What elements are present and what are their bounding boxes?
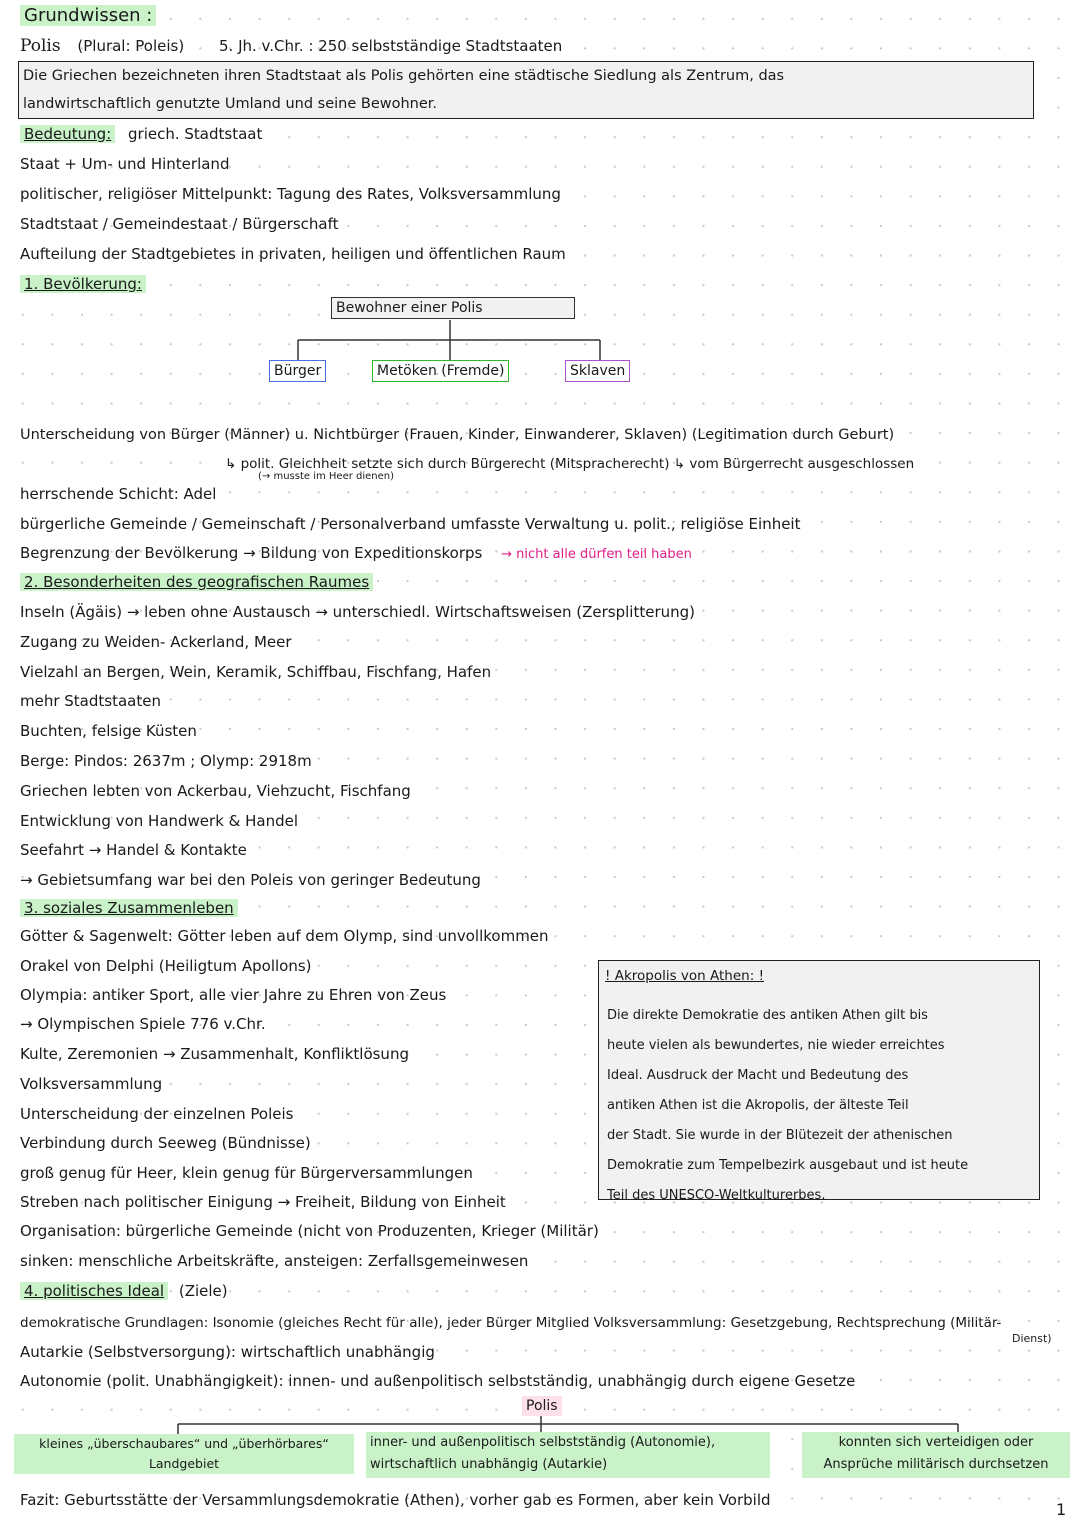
unterscheidung-note: (→ musste im Heer dienen) [258, 471, 395, 482]
bullet-line: politischer, religiöser Mittelpunkt: Tagung des Rates, Volksversammlung [20, 185, 561, 203]
diagram-node-buerger: Bürger [269, 360, 326, 382]
bullet-line: Autonomie (polit. Unabhängigkeit): innen- und außenpolitisch selbstständig, unabhängig durch eigene Gesetze [20, 1372, 856, 1390]
diagram-node-metoeken: Metöken (Fremde) [372, 360, 509, 382]
bullet-line: groß genug für Heer, klein genug für Bürgerversammlungen [20, 1164, 473, 1182]
bottom-tree-node-2: inner- und außenpolitisch selbstständig (Autonomie), wirtschaftlich unabhängig (Autarkie) [366, 1432, 770, 1478]
bedeutung-line: Bedeutung: griech. Stadtstaat [20, 124, 262, 144]
diagram-root: Bewohner einer Polis [331, 297, 575, 319]
page-number: 1 [1056, 1500, 1067, 1519]
bullet-line: sinken: menschliche Arbeitskräfte, ansteigen: Zerfallsgemeinwesen [20, 1252, 529, 1270]
bullet-line: Unterscheidung der einzelnen Poleis [20, 1105, 294, 1123]
section-heading-1: 1. Bevölkerung: [20, 274, 146, 294]
bullet-line: Volksversammlung [20, 1075, 163, 1093]
section-heading-2: 2. Besonderheiten des geografischen Raumes [20, 572, 373, 592]
bullet-line: Streben nach politischer Einigung → Freiheit, Bildung von Einheit [20, 1193, 506, 1211]
dienst-note: Dienst) [1012, 1332, 1052, 1345]
bullet-line: Zugang zu Weiden- Ackerland, Meer [20, 633, 292, 651]
definition-line: Die Griechen bezeichneten ihren Stadtstaat als Polis gehörten eine städtische Siedlung als Zentrum, das [23, 68, 785, 84]
bullet-line: bürgerliche Gemeinde / Gemeinschaft / Personalverband umfasste Verwaltung u. polit., religiöse Einheit [20, 515, 801, 533]
diagram-node-sklaven: Sklaven [565, 360, 630, 382]
bullet-line: Vielzahl an Bergen, Wein, Keramik, Schiffbau, Fischfang, Hafen [20, 663, 492, 681]
bullet-line: mehr Stadtstaaten [20, 692, 161, 710]
unterscheidung-line: Unterscheidung von Bürger (Männer) u. Nichtbürger (Frauen, Kinder, Einwanderer, Sklaven) (Legitimation durch Geburt) [20, 427, 895, 443]
unterscheidung-sub: ↳ polit. Gleichheit setzte sich durch Bürgerecht (Mitspracherecht) ↳ vom Bürgerrecht ausgeschlossen [225, 456, 915, 472]
bullet-line: Aufteilung der Stadtgebietes in privaten, heiligen und öffentlichen Raum [20, 245, 566, 263]
section-heading-4: 4. politisches Ideal (Ziele) [20, 1281, 228, 1301]
section-heading-3: 3. soziales Zusammenleben [20, 898, 238, 918]
bottom-tree-node-3: konnten sich verteidigen oder Ansprüche militärisch durchsetzen [802, 1432, 1070, 1478]
bottom-tree-node-1: kleines „überschaubares“ und „überhörbares“ Landgebiet [14, 1434, 354, 1474]
definition-line: landwirtschaftlich genutzte Umland und seine Bewohner. [23, 96, 438, 112]
bullet-line: Stadtstaat / Gemeindestaat / Bürgerschaft [20, 215, 339, 233]
akropolis-title: ! Akropolis von Athen: ! [605, 968, 764, 984]
akropolis-box [598, 960, 1040, 1203]
bullet-line: herrschende Schicht: Adel [20, 485, 217, 503]
bullet-line: Olympia: antiker Sport, alle vier Jahre zu Ehren von Zeus [20, 986, 447, 1004]
begrenzung-line: Begrenzung der Bevölkerung → Bildung von Expeditionskorps → nicht alle dürfen teil haben [20, 544, 692, 562]
bullet-line: Berge: Pindos: 2637m ; Olymp: 2918m [20, 752, 312, 770]
bullet-line: Götter & Sagenwelt: Götter leben auf dem Olymp, sind unvollkommen [20, 927, 549, 945]
bottom-tree-root: Polis [522, 1396, 562, 1416]
bullet-line: Verbindung durch Seeweg (Bündnisse) [20, 1134, 311, 1152]
bullet-line: Griechen lebten von Ackerbau, Viehzucht, Fischfang [20, 782, 411, 800]
bullet-line: Inseln (Ägäis) → leben ohne Austausch → unterschiedl. Wirtschaftsweisen (Zersplitterung) [20, 603, 696, 621]
bullet-line: Autarkie (Selbstversorgung): wirtschaftlich unabhängig [20, 1343, 435, 1361]
bullet-line: Orakel von Delphi (Heiligtum Apollons) [20, 957, 312, 975]
akropolis-text: Die direkte Demokratie des antiken Athen gilt bis heute vielen als bewundertes, nie wieder erreichtes Ideal. Ausdruck der Macht und Bedeutung des antiken Athen ist die Akropolis, der älteste Teil der Stadt. Sie wurde in der Blütezeit der athenischen Demokratie zum Tempelbezirk ausgebaut und ist heute Teil des UNESCO-Weltkulturerbes. [607, 1008, 969, 1203]
bullet-line: Seefahrt → Handel & Kontakte [20, 841, 247, 859]
bullet-line: → Gebietsumfang war bei den Poleis von geringer Bedeutung [20, 871, 481, 889]
fazit-line: Fazit: Geburtsstätte der Versammlungsdemokratie (Athen), vorher gab es Formen, aber kein Vorbild [20, 1491, 771, 1509]
polis-heading: Polis (Plural: Poleis) 5. Jh. v.Chr. : 250 selbstständige Stadtstaaten [20, 36, 563, 56]
bullet-line: Kulte, Zeremonien → Zusammenhalt, Konfliktlösung [20, 1045, 409, 1063]
bullet-line: Buchten, felsige Küsten [20, 722, 197, 740]
page-title: Grundwissen : [20, 6, 156, 26]
bullet-line: Staat + Um- und Hinterland [20, 155, 230, 173]
bullet-line: Entwicklung von Handwerk & Handel [20, 812, 299, 830]
bullet-line: Organisation: bürgerliche Gemeinde (nicht von Produzenten, Krieger (Militär) [20, 1222, 599, 1240]
bullet-line: → Olympischen Spiele 776 v.Chr. [20, 1015, 266, 1033]
bullet-line: demokratische Grundlagen: Isonomie (gleiches Recht für alle), jeder Bürger Mitglied Volksversammlung: Gesetzgebung, Rechtsprechung (Militär- [20, 1315, 1002, 1331]
